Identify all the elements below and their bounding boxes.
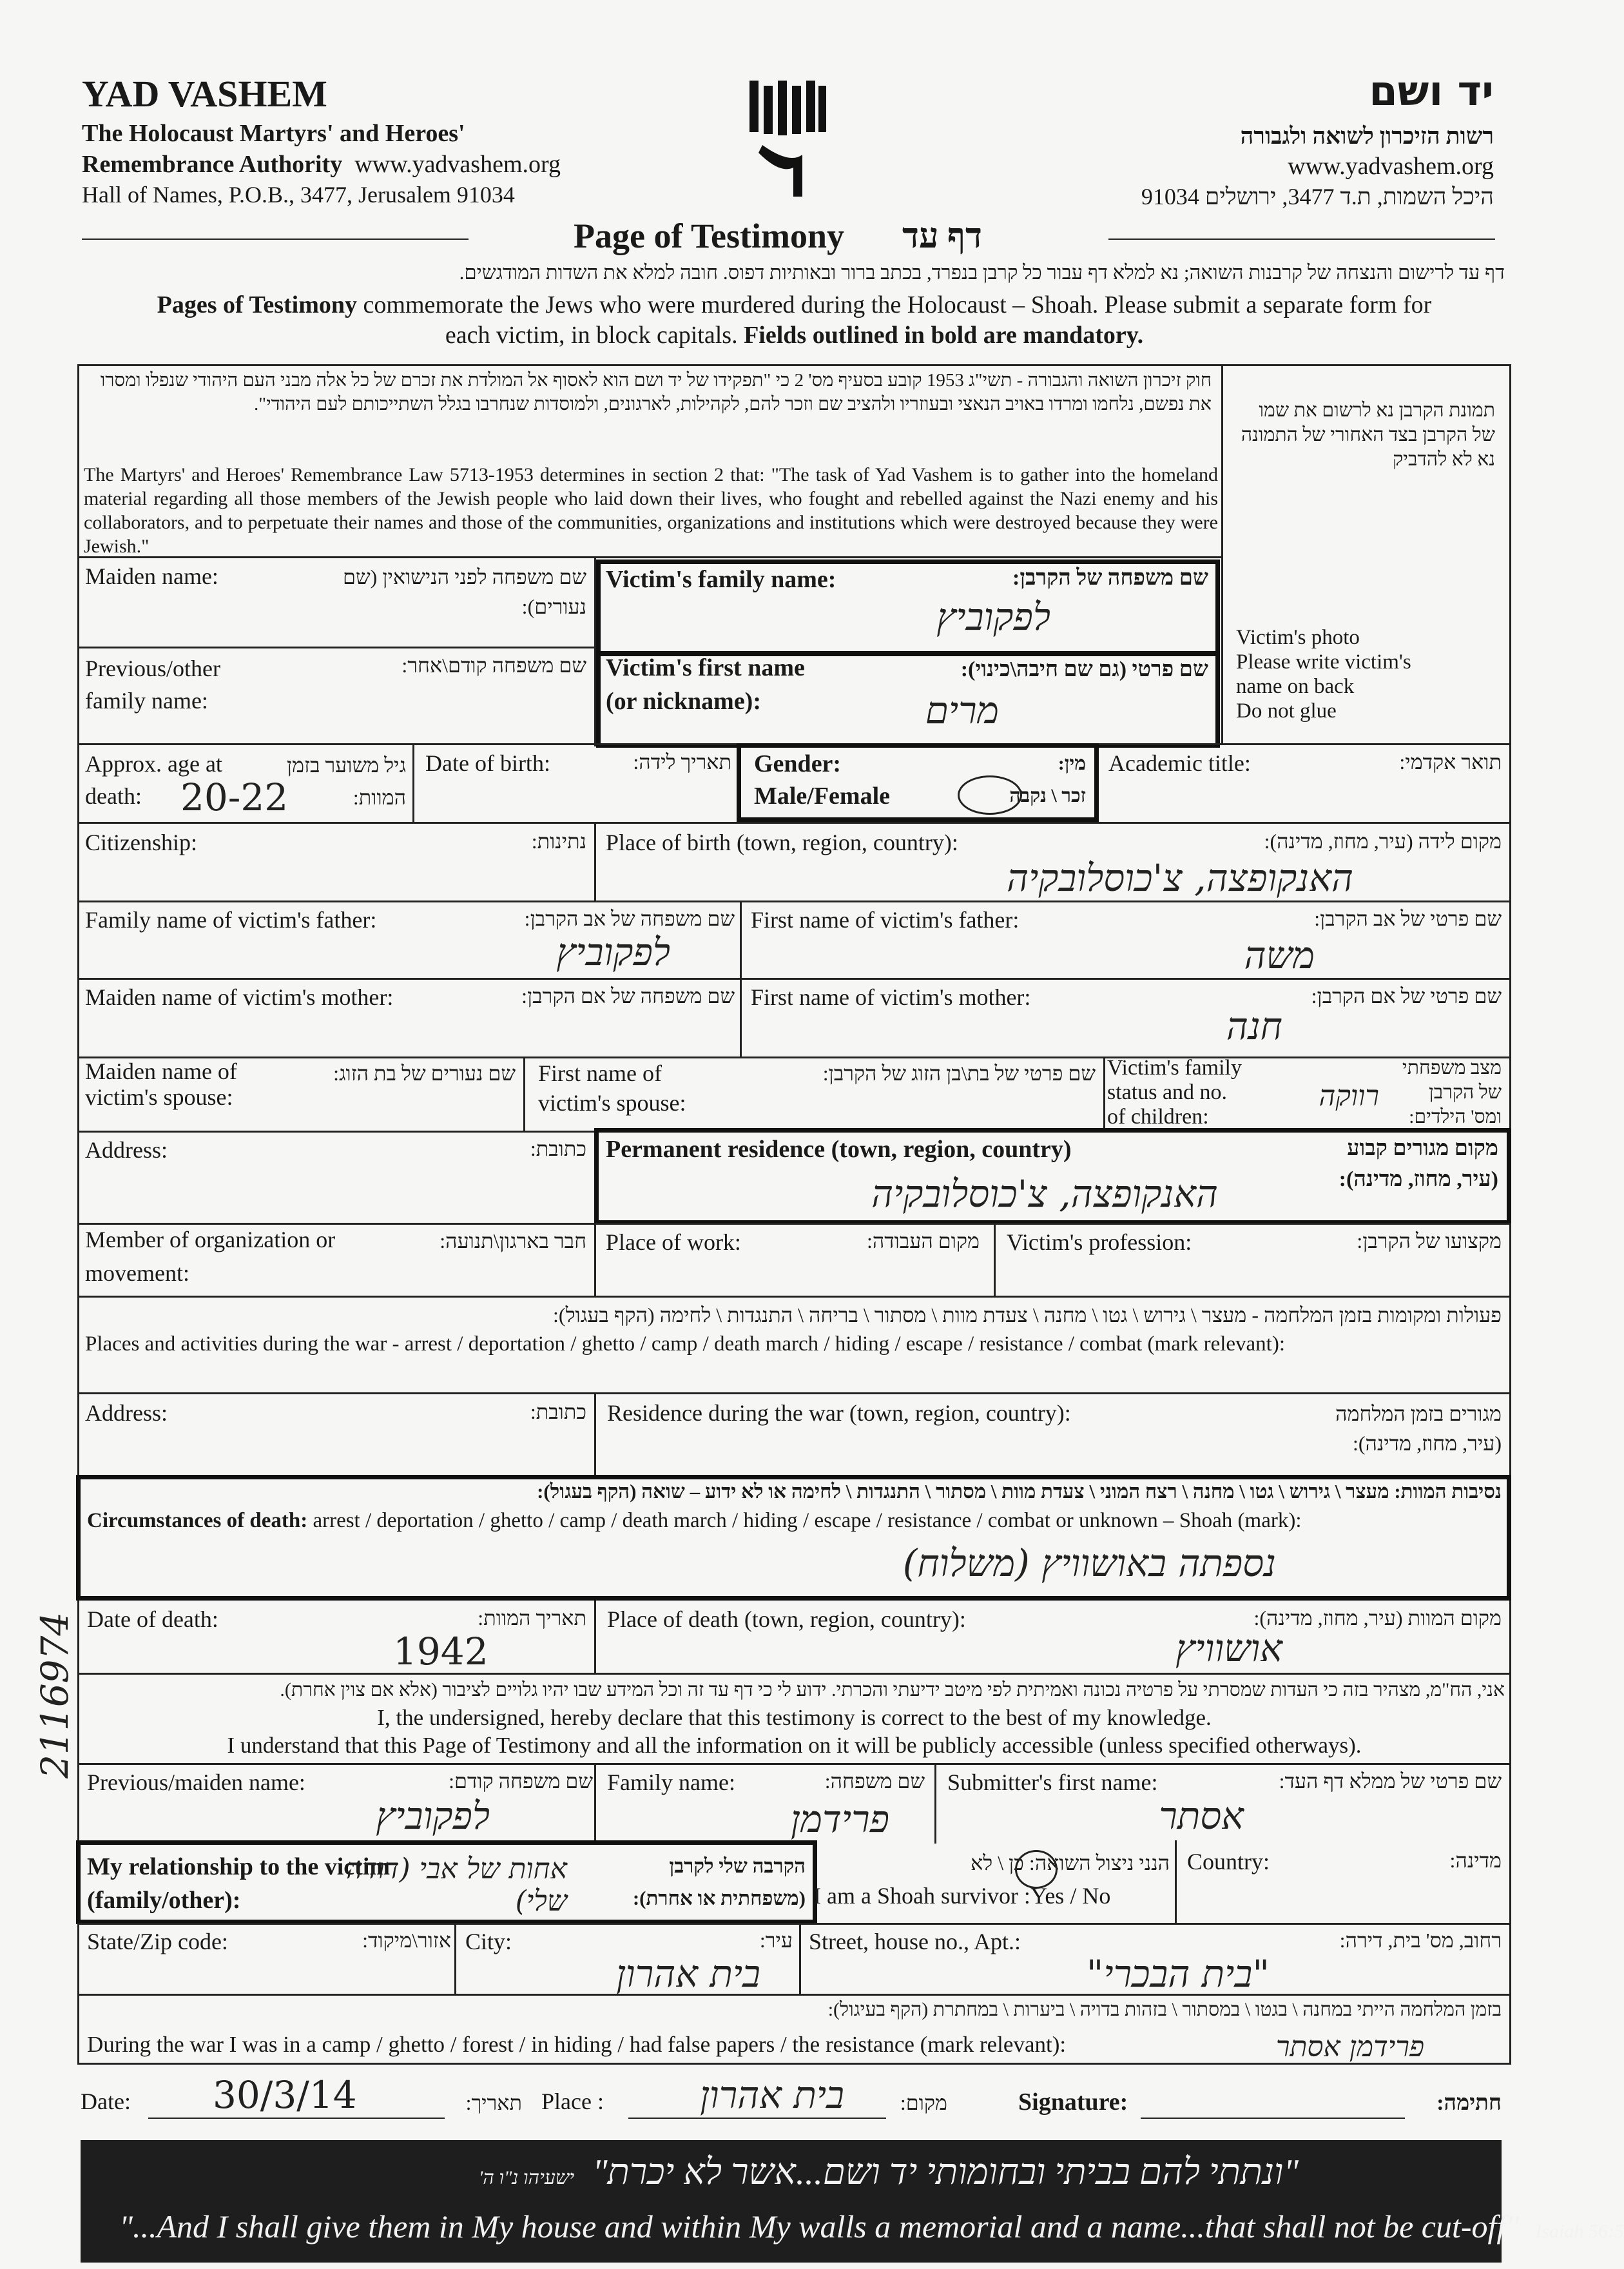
dob-label-he: תאריך לידה: [633, 750, 731, 774]
mother-maiden-label: Maiden name of victim's mother: [85, 984, 394, 1010]
row-line-14 [77, 1994, 1511, 1996]
street-label-he: רחוב, מס' בית, דירה: [1339, 1929, 1502, 1952]
street-value[interactable]: "בית הבכרי" [1086, 1952, 1270, 1996]
form-title-en: Page of Testimony [574, 217, 845, 255]
dob-label: Date of birth: [425, 750, 550, 776]
place-work-label: Place of work: [606, 1229, 741, 1255]
perm-res-label: Permanent residence (town, region, country) [606, 1136, 1072, 1163]
relationship-label: My relationship to the victim (family/other): [87, 1853, 391, 1914]
survivor-en: I am a Shoah survivor :Yes / No [813, 1883, 1111, 1909]
state-label-he: אזור\מיקוד: [362, 1929, 451, 1952]
circumstances-en: Circumstances of death: arrest / deportation / ghetto / camp / death march / hiding / escape / resistance / combat or unknown – Shoah (mark): [87, 1509, 1302, 1532]
gender-label: Gender: Male/Female [754, 750, 891, 810]
academic-label-he: תואר אקדמי: [1399, 750, 1502, 774]
v-status [1103, 1057, 1105, 1131]
maiden-name-label-he: שם משפחה לפני הנישואין (שם נעורים): [343, 565, 586, 618]
org-subtitle-en-2: Remembrance Authority www.yadvashem.org [82, 151, 561, 178]
family-name-label: Victim's family name: [606, 566, 836, 593]
place-work-label-he: מקום העבודה: [866, 1229, 980, 1252]
maiden-name-field[interactable] [87, 619, 583, 645]
org-subtitle-he: רשות הזיכרון לשואה ולגבורה [1240, 123, 1494, 149]
v-work [994, 1223, 996, 1296]
prev-family-label-he: שם משפחה קודם\אחר: [401, 654, 586, 677]
org-address-en: Hall of Names, P.O.B., 3477, Jerusalem 91034 [82, 182, 515, 208]
law-hebrew: חוק זיכרון השואה והגבורה - תשי"ג 1953 קובע בסעיף מס' 2 כי "תפקידו של יד ושם הוא לאסוף אל המולדת את זכרם של כל אלה מבני העם היהודי שנפלו ומסרו את נפשם, נלחמו ומרדו באויב הנאצי ובעוזריו ולהציב שם וזכר להם, לקהילות, לארגונים, ולמוסדות שנחרבו בגלל השתייכותם לעם היהודי". [100, 370, 1212, 414]
father-first-label: First name of victim's father: [751, 907, 1020, 933]
photo-divider [1221, 364, 1223, 743]
street-label: Street, house no., Apt.: [809, 1929, 1021, 1954]
row-line-1 [77, 647, 596, 648]
signature-label: Signature: [1018, 2089, 1128, 2116]
v-sub-1 [594, 1763, 596, 1844]
intro-english: Pages of Testimony commemorate the Jews who were murdered during the Holocaust – Shoah. Please submit a separate form for each victim, in block capitals. Fields outlined in bold are mandatory. [157, 291, 1432, 349]
v-age [412, 743, 414, 822]
father-family-label: Family name of victim's father: [85, 907, 377, 933]
submitter-first-value[interactable]: אסתר [1159, 1794, 1244, 1838]
family-name-value[interactable]: לפקוביץ [936, 595, 1050, 639]
family-name-label-he: שם משפחה של הקרבן: [1012, 566, 1208, 590]
date-value[interactable]: 30/3/14 [213, 2073, 357, 2117]
age-value[interactable]: 20-22 [180, 775, 289, 819]
header-rule-right [1108, 239, 1495, 240]
citizenship-label-he: נתינות: [531, 830, 586, 853]
mother-first-value[interactable]: חנה [1226, 1004, 1282, 1048]
photo-note-hebrew: תמונת הקרבן נא לרשום את שמו של הקרבן בצד האחורי של התמונה נא לא להדביק [1241, 400, 1495, 470]
city-value[interactable]: בית אהרון [616, 1952, 760, 1996]
circumstances-he: נסיבות המוות: מעצר \ גירוש \ גטו \ מחנה \ רצח המוני \ צעדת מוות \ מסתור \ התנגדות \ לחימה או לא ידוע – שואה (הקף בעגול): [537, 1480, 1502, 1503]
place-label-he: מקום: [900, 2091, 947, 2114]
row-line-6 [77, 1057, 1511, 1058]
org-subtitle-en-1: The Holocaust Martyrs' and Heroes' [82, 120, 465, 147]
photo-note-english: Victim's photo Please write victim's name on back Do not glue [1236, 626, 1411, 723]
row-line-13 [77, 1923, 1511, 1925]
dod-label: Date of death: [87, 1606, 218, 1632]
row-line-4 [77, 901, 1511, 902]
city-label: City: [465, 1929, 512, 1954]
war-places-he: פעולות ומקומות בזמן המלחמה - מעצר \ גירוש \ גטו \ מחנה \ צעדת מוות \ מסתור \ בריחה \ התנגדות \ לחימה (הקף בעגול): [553, 1303, 1502, 1327]
org-name-he: יד ושם [1369, 68, 1494, 115]
dod-value[interactable]: 1942 [393, 1630, 488, 1673]
father-family-label-he: שם משפחה של אב הקרבן: [524, 907, 735, 930]
signature-line [1141, 2118, 1405, 2119]
father-first-value[interactable]: משה [1244, 933, 1315, 977]
date-label-he: תאריך: [465, 2091, 522, 2114]
date-label: Date: [81, 2089, 131, 2114]
org-address-he: היכל השמות, ת.ד 3477, ירושלים 91034 [1141, 184, 1494, 209]
age-label-he: גיל משוער בזמן המוות: [286, 754, 406, 809]
intro-hebrew: דף עד לרישום והנצחה של קרבנות השואה; נא למלא דף עבור כל קרבן בנפרד, בכתב ברור ובאותיות דפוס. חובה למלא את השדות המודגשים. [459, 261, 1505, 284]
family-status-value[interactable]: רווקה [1319, 1080, 1379, 1113]
maiden-name-label: Maiden name: [85, 563, 218, 589]
family-status-label-he: מצב משפחתי של הקרבן ומס' הילדים: [1402, 1057, 1502, 1127]
v-member [594, 1223, 596, 1296]
v-city [799, 1923, 801, 1994]
mother-first-label-he: שם פרטי של אם הקרבן: [1311, 984, 1502, 1008]
footer-banner [81, 2140, 1624, 2263]
law-english: The Martyrs' and Heroes' Remembrance Law 5713-1953 determines in section 2 that: "The task of Yad Vashem is to gather into the homeland material regarding all those members of the Jewish people who laid down their lives, who fought and rebelled against the Nazi enemy and his collaborators, and to perpetuate their names and those of the communities, organizations and institutions which were destroyed because they were Jewish." [84, 464, 1218, 557]
pod-label: Place of death (town, region, country): [607, 1606, 966, 1632]
war-address-label-he: כתובת: [530, 1400, 586, 1423]
citizenship-label: Citizenship: [85, 830, 197, 855]
submitter-family-value[interactable]: פרידמן [790, 1797, 889, 1841]
father-family-value[interactable]: לפקוביץ [556, 930, 670, 974]
first-name-label-he: שם פרטי (גם שם חיבה\כינוי): [960, 657, 1208, 681]
v-war-address [594, 1392, 596, 1476]
declaration-he: אני, הח"מ, מצהיר בזה כי העדות שמסרתי על פרטיה נכונה ואמיתית לפי מיטב ידיעתי והכרתי. ידוע לי כי דף עד זה וכל המידע שבו יהיו גלויים לציבור (אלא אם צוין אחרת). [280, 1679, 1505, 1700]
gender-female-circle[interactable] [958, 775, 1022, 815]
v-dod [594, 1601, 596, 1673]
submitter-prev-value[interactable]: לפקוביץ [376, 1794, 490, 1838]
spouse-maiden-label-he: שם נעורים של בת הזוג: [333, 1062, 516, 1085]
gender-label-he: מין: זכר \ נקבה [1009, 753, 1086, 806]
address-label-he: כתובת: [530, 1137, 586, 1160]
row-line-3 [77, 822, 1511, 824]
profession-label-he: מקצועו של הקרבן: [1357, 1229, 1502, 1252]
menorah-logo-icon [744, 74, 831, 203]
v-spouse [523, 1057, 525, 1131]
survivor-he: הנני ניצול השואה: כן \ לא [971, 1851, 1170, 1875]
signature-label-he: חתימה: [1436, 2091, 1502, 2115]
footer-verse-he: "ונתתי להם בביתי ובחומותי יד ושם...אשר לא יכרת" ישעיהו נ"ו ה' [478, 2152, 1299, 2192]
row-line-9 [77, 1296, 1511, 1298]
perm-res-label-he: מקום מגורים קבוע (עיר, מחוז, מדינה): [1339, 1136, 1498, 1191]
website-he: www.yadvashem.org [1288, 153, 1494, 180]
spouse-maiden-label: Maiden name of victim's spouse: [85, 1058, 237, 1110]
mother-maiden-label-he: שם משפחה של אם הקרבן: [521, 984, 735, 1008]
mother-first-label: First name of victim's mother: [751, 984, 1031, 1010]
war-places-en: Places and activities during the war - arrest / deportation / ghetto / camp / death march / hiding / escape / resistance / combat (mark relevant): [85, 1332, 1286, 1356]
row-line-12 [77, 1763, 1511, 1765]
spouse-first-label-he: שם פרטי של בת\בן הזוג של הקרבן: [822, 1062, 1096, 1085]
submitter-war-he: בזמן המלחמה הייתי במחנה \ בגטו \ במסתור \ בזהות בדויה \ ביערות \ במחתרת (הקף בעיגול): [827, 1999, 1502, 2020]
v-citizenship [594, 822, 596, 901]
submitter-family-label: Family name: [607, 1769, 735, 1795]
perm-res-value[interactable]: האנקופצה, צ'כוסלובקיה [871, 1172, 1218, 1216]
age-label: Approx. age at death: [85, 751, 222, 809]
date-line [148, 2118, 445, 2119]
declaration-en: I, the undersigned, hereby declare that this testimony is correct to the best of my knowledge. I understand that this Page of Testimony and all the information on it will be publicly accessible (unless specified otherways). [227, 1705, 1362, 1758]
pod-label-he: מקום המוות (עיר, מחוז, מדינה): [1253, 1606, 1502, 1630]
family-status-label: Victim's family status and no. of children: [1107, 1056, 1242, 1129]
father-first-label-he: שם פרטי של אב הקרבן: [1314, 907, 1502, 930]
country-label: Country: [1187, 1849, 1270, 1875]
address-label: Address: [85, 1137, 168, 1163]
org-name-en: YAD VASHEM [82, 73, 327, 115]
law-bottom-line [77, 556, 1221, 558]
academic-label: Academic title: [1108, 750, 1251, 776]
submitter-prev-label-he: שם משפחה קודם: [449, 1769, 593, 1793]
v-state [454, 1923, 456, 1994]
submitter-prev-label: Previous/maiden name: [87, 1769, 305, 1795]
row-line-5 [77, 978, 1511, 980]
v-country [1175, 1840, 1177, 1924]
survivor-yes-circle[interactable] [1015, 1850, 1058, 1889]
place-label: Place : [541, 2089, 604, 2114]
profession-label: Victim's profession: [1007, 1229, 1192, 1255]
submitter-first-label-he: שם פרטי של ממלא דף העד: [1279, 1769, 1502, 1793]
first-name-value[interactable]: מרים [925, 688, 999, 732]
circumstances-value[interactable]: נספתה באושוויץ (משלוח) [902, 1541, 1276, 1585]
v-sub-2 [934, 1763, 936, 1844]
pod-value[interactable]: אושוויץ [1175, 1626, 1282, 1670]
relationship-value[interactable]: אחות של אבי (דודה שלי) [346, 1853, 567, 1918]
submitter-war-en: During the war I was in a camp / ghetto / forest / in hiding / had false papers / the resistance (mark relevant): [87, 2032, 1067, 2057]
dod-label-he: תאריך המוות: [478, 1606, 586, 1630]
row-line-11 [77, 1673, 1511, 1675]
pob-label: Place of birth (town, region, country): [606, 830, 958, 855]
country-label-he: מדינה: [1449, 1849, 1502, 1872]
prev-family-label: Previous/other family name: [85, 656, 220, 714]
place-line [628, 2118, 886, 2119]
place-value[interactable]: בית אהרון [700, 2073, 844, 2117]
war-res-label-he: מגורים בזמן המלחמה (עיר, מחוז, מדינה): [1335, 1402, 1502, 1455]
submitter-family-label-he: שם משפחה: [824, 1769, 925, 1793]
footer-verse-en: "...And I shall give them in My house and within My walls a memorial and a name...that shall not be cut-off" Isaiah 56:5 [119, 2208, 1624, 2245]
side-note-number: 2116974 [33, 1612, 77, 1778]
war-res-label: Residence during the war (town, region, country): [607, 1400, 1071, 1426]
signature-value[interactable]: פרידמן אסתר [1275, 2030, 1424, 2063]
relationship-label-he: הקרבה שלי לקרבן (משפחתית או אחרת): [632, 1855, 806, 1909]
member-org-label-he: חבר בארגון\תנועה: [440, 1229, 586, 1252]
state-label: State/Zip code: [87, 1929, 228, 1954]
pob-value[interactable]: האנקופצה, צ'כוסלובקיה [1007, 856, 1353, 900]
row-line-10 [77, 1392, 1511, 1394]
form-title-he: דף עד [902, 217, 982, 255]
first-name-label: Victim's first name (or nickname): [606, 654, 805, 715]
header-rule-left [82, 239, 469, 240]
submitter-first-label: Submitter's first name: [947, 1769, 1158, 1795]
pob-label-he: מקום לידה (עיר, מחוז, מדינה): [1264, 830, 1502, 853]
war-address-label: Address: [85, 1400, 168, 1426]
member-org-label: Member of organization or movement: [85, 1227, 336, 1286]
city-label-he: עיר: [759, 1929, 793, 1952]
spouse-first-label: First name of victim's spouse: [538, 1060, 686, 1116]
